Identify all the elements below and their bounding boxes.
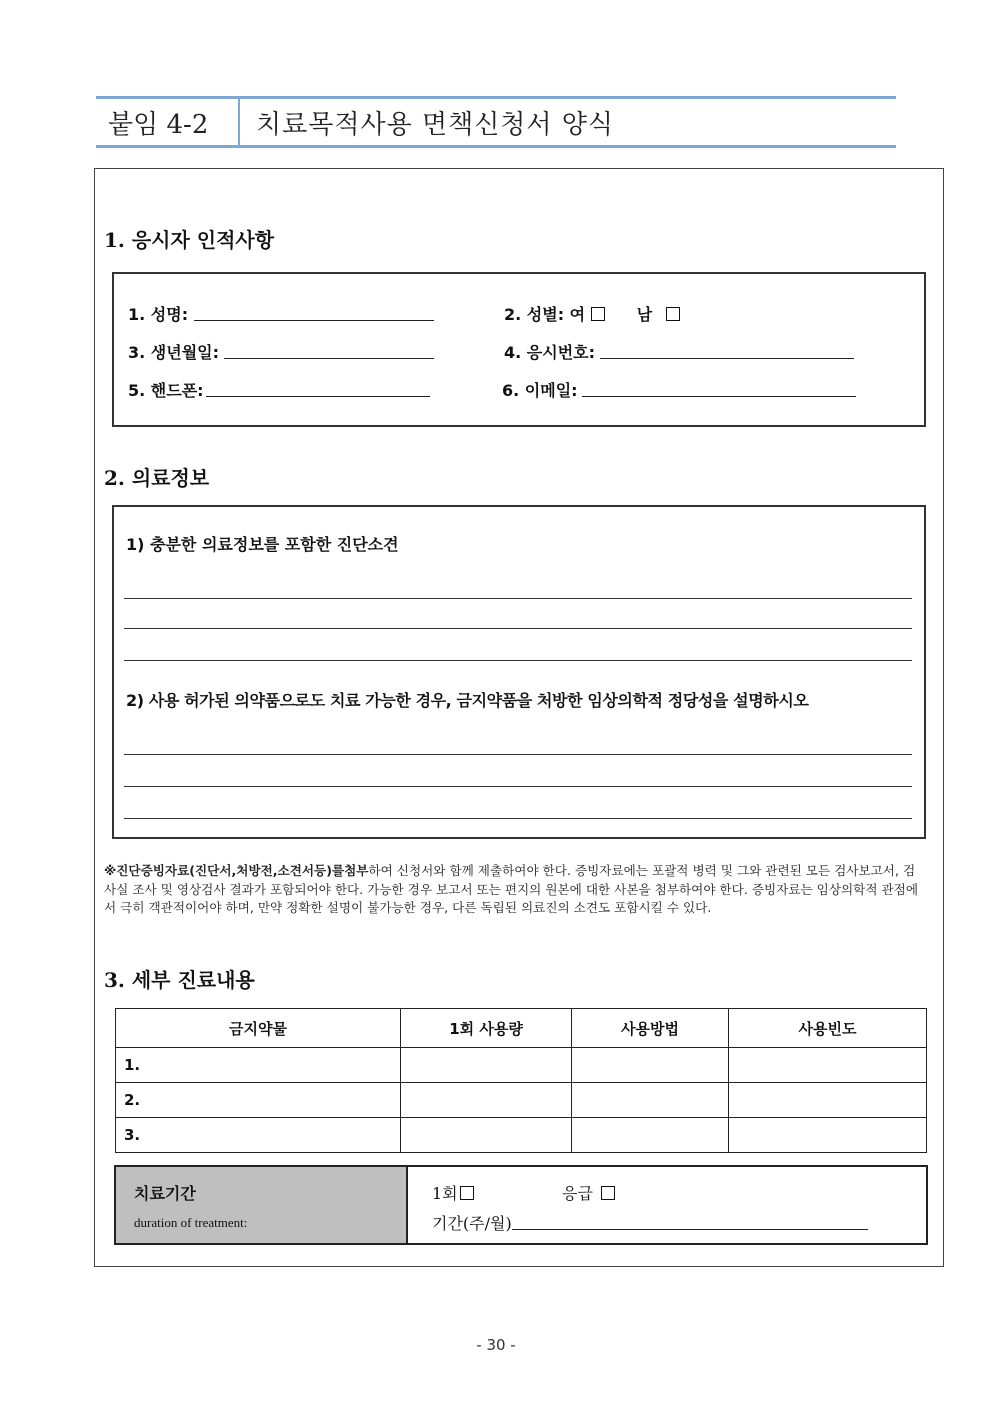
row-number: 1. — [116, 1048, 401, 1083]
period-title: 치료기간 — [134, 1184, 196, 1203]
col-prohibited-drug: 금지약물 — [116, 1009, 401, 1048]
answer1-line[interactable] — [124, 628, 912, 629]
exam-no-label: 4. 응시번호: — [504, 343, 596, 362]
emergency-option — [562, 1181, 615, 1204]
header-top-rule — [96, 96, 896, 99]
name-label: 1. 성명: — [128, 305, 189, 324]
question1: 1) 충분한 의료정보를 포함한 진단소견 — [126, 535, 399, 554]
treatment-detail-table — [115, 1008, 927, 1153]
note-emphasis: ※진단증빙자료(진단서,처방전,소견서등)를첨부 — [104, 863, 369, 878]
birth-field[interactable] — [224, 358, 434, 359]
answer2-line[interactable] — [124, 818, 912, 819]
method-cell[interactable] — [572, 1083, 729, 1118]
attachment-label: 붙임 4-2 — [108, 110, 209, 140]
page-number: - 30 - — [476, 1336, 516, 1354]
col-method: 사용방법 — [572, 1009, 729, 1048]
table-header-row — [116, 1009, 927, 1048]
female-checkbox[interactable] — [591, 307, 605, 321]
male-label: 남 — [636, 305, 653, 324]
email-field[interactable] — [582, 396, 856, 397]
answer2-line[interactable] — [124, 754, 912, 755]
duration-label: 기간(주/월) — [432, 1214, 512, 1233]
period-label-cell — [116, 1167, 408, 1243]
header-divider — [238, 99, 240, 145]
medical-info-box — [112, 505, 926, 839]
gender-field — [504, 302, 680, 325]
table-row — [116, 1083, 927, 1118]
supporting-docs-note — [104, 862, 926, 918]
dose-cell[interactable] — [401, 1048, 572, 1083]
method-cell[interactable] — [572, 1118, 729, 1153]
col-dose-per-use: 1회 사용량 — [401, 1009, 572, 1048]
once-option — [432, 1181, 474, 1204]
answer1-line[interactable] — [124, 598, 912, 599]
duration-input-line[interactable] — [512, 1229, 868, 1230]
method-cell[interactable] — [572, 1048, 729, 1083]
answer2-line[interactable] — [124, 786, 912, 787]
page-title: 치료목적사용 면책신청서 양식 — [256, 110, 615, 140]
once-label: 1회 — [432, 1184, 458, 1203]
personal-info-box — [112, 272, 926, 427]
emergency-checkbox[interactable] — [601, 1186, 615, 1200]
row-number: 3. — [116, 1118, 401, 1153]
email-label: 6. 이메일: — [502, 381, 578, 400]
phone-field[interactable] — [206, 396, 430, 397]
section2-title: 2. 의료정보 — [104, 466, 210, 490]
exam-no-field[interactable] — [600, 358, 854, 359]
note-text: 하여 신청서와 함께 제출하여야 한다. 증빙자료에는 포괄적 병력 및 그와 관련된 모든 검사보고서, 검사실 조사 및 영상검사 결과가 포함되어야 한다. 가능한 경우 보고서 또는 편지의 원본에 대한 사본을 첨부하여야 한다. 증빙자료는 임상의학적 관점에서 극히 객관적이어야 하며, 만약 정확한 설명이 불가능한 경우, 다른 독립된 의료진의 소견도 포함시킬 수 있다. — [104, 863, 919, 915]
table-row — [116, 1048, 927, 1083]
phone-label: 5. 핸드폰: — [128, 381, 204, 400]
treatment-period-box — [114, 1165, 928, 1245]
name-field[interactable] — [194, 320, 434, 321]
frequency-cell[interactable] — [729, 1118, 927, 1153]
dose-cell[interactable] — [401, 1083, 572, 1118]
duration-field — [432, 1211, 512, 1234]
birth-label: 3. 생년월일: — [128, 343, 220, 362]
row-number: 2. — [116, 1083, 401, 1118]
frequency-cell[interactable] — [729, 1083, 927, 1118]
once-checkbox[interactable] — [460, 1186, 474, 1200]
gender-label: 2. 성별: 여 — [504, 305, 586, 324]
question2: 2) 사용 허가된 의약품으로도 치료 가능한 경우, 금지약품을 처방한 임상의학적 정당성을 설명하시오 — [126, 691, 809, 710]
section1-title: 1. 응시자 인적사항 — [104, 228, 275, 252]
male-checkbox[interactable] — [666, 307, 680, 321]
header-bottom-rule — [96, 145, 896, 148]
emergency-label: 응급 — [562, 1184, 593, 1203]
section3-title: 3. 세부 진료내용 — [104, 968, 255, 992]
frequency-cell[interactable] — [729, 1048, 927, 1083]
col-frequency: 사용빈도 — [729, 1009, 927, 1048]
period-subtitle: duration of treatment: — [134, 1215, 248, 1230]
dose-cell[interactable] — [401, 1118, 572, 1153]
answer1-line[interactable] — [124, 660, 912, 661]
table-row — [116, 1118, 927, 1153]
